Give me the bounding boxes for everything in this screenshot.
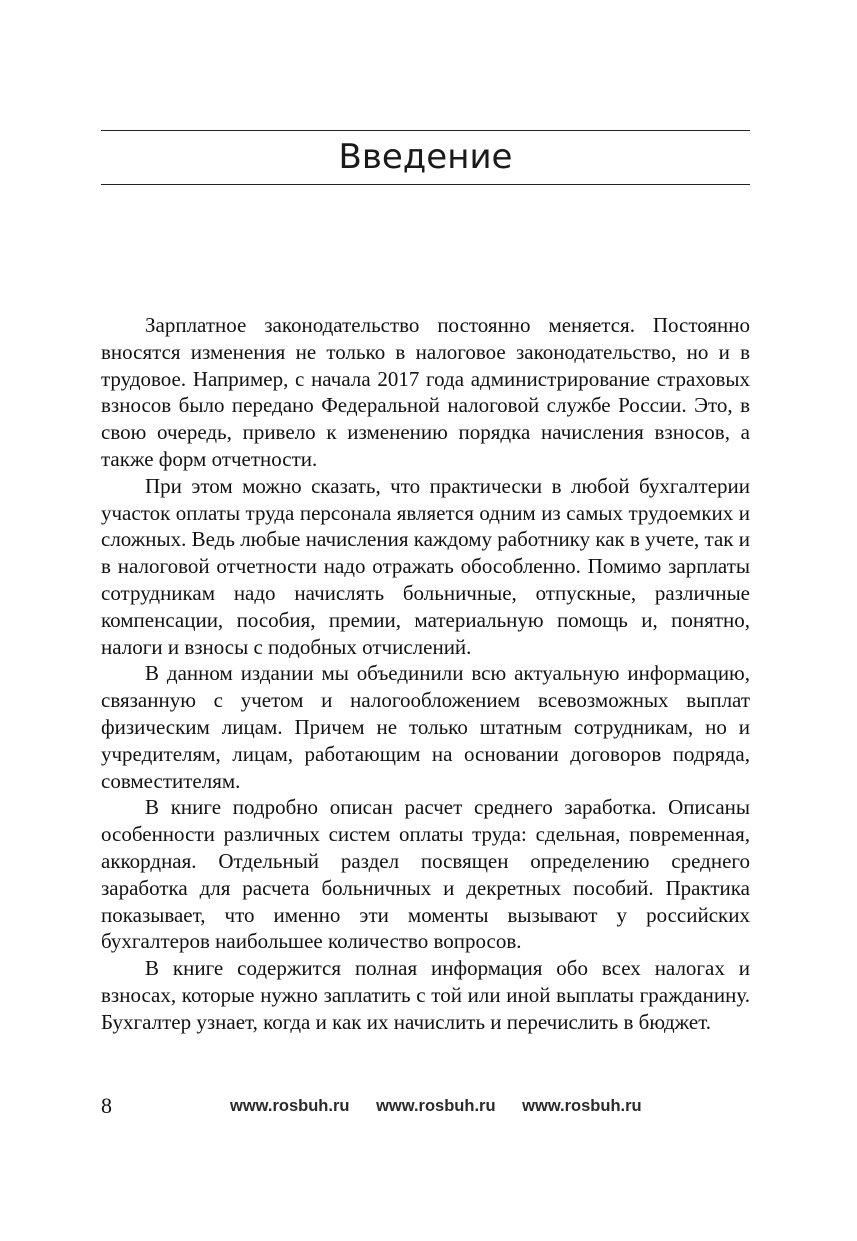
body-text (101, 312, 750, 1036)
page-number: 8 (101, 1093, 112, 1118)
title-top-rule (101, 130, 750, 131)
website-link[interactable]: www.rosbuh.ru (522, 1097, 642, 1115)
paragraph: В книге содержится полная информация обо всех налогах и взносах, которые нужно заплатить с той или иной выплаты гражданину. Бухгалтер узнает, когда и как их начислить и перечислить в бюджет. (101, 956, 750, 1034)
page-footer (101, 1093, 750, 1119)
title-bottom-rule (101, 184, 750, 185)
footer-links (230, 1094, 642, 1118)
website-link[interactable]: www.rosbuh.ru (230, 1097, 350, 1115)
website-link[interactable]: www.rosbuh.ru (376, 1097, 496, 1115)
paragraph: В книге подробно описан расчет среднего заработка. Описаны особенности различных систем оплаты труда: сдельная, повременная, аккордная. Отдельный раздел посвящен определению среднего заработка для расчета больничных и декретных пособий. Практика показывает, что именно эти моменты вызывают у российских бухгалтеров наибольшее количество вопросов. (101, 795, 750, 954)
paragraph: При этом можно сказать, что практически в любой бухгалтерии участок оплаты труда персонала является одним из самых трудоемких и сложных. Ведь любые начисления каждому работнику как в учете, так и в налоговой отчетности надо отражать обособленно. Помимо зарплаты сотрудникам надо начислять больничные, отпускные, различные компенсации, пособия, премии, материальную помощь и, понятно, налоги и взносы с подобных отчислений. (101, 473, 750, 659)
paragraph: В данном издании мы объединили всю актуальную информацию, связанную с учетом и налогообложением всевозможных выплат физическим лицам. Причем не только штатным сотрудникам, но и учредителям, лицам, работающим на основании договоров подряда, совместителям. (101, 661, 750, 793)
chapter-title: Введение (338, 137, 513, 177)
paragraph: Зарплатное законодательство постоянно меняется. Постоянно вносятся изменения не только в налоговое законодательство, но и в трудовое. Например, с начала 2017 года администрирование страховых взносов было передано Федеральной налоговой службе России. Это, в свою очередь, привело к изменению порядка начисления взносов, а также форм отчетности. (101, 313, 750, 471)
